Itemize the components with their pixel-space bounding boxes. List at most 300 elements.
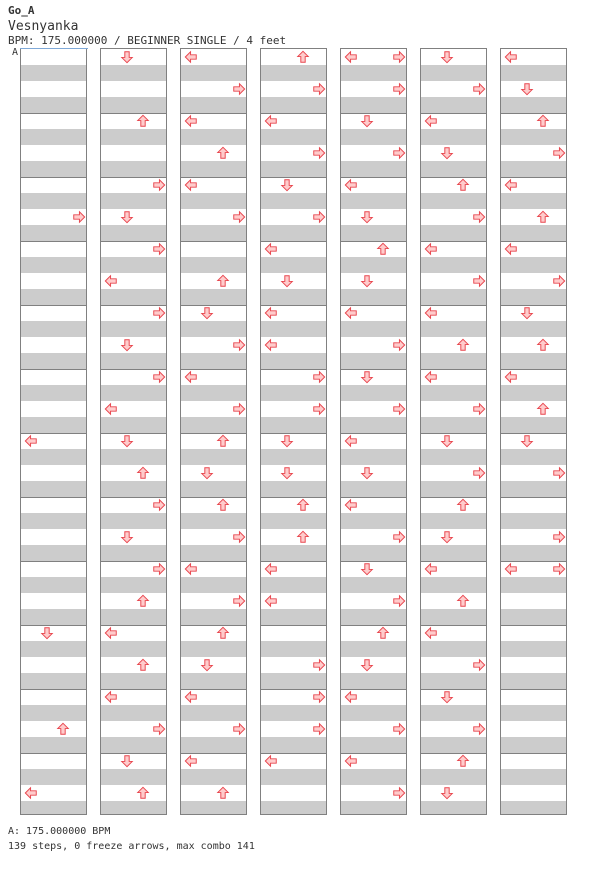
arrow-left-icon bbox=[344, 306, 358, 320]
beat-stripe bbox=[181, 97, 246, 113]
measure-line bbox=[101, 113, 166, 114]
footer-bpm: A: 175.000000 BPM bbox=[8, 826, 111, 837]
arrow-right-icon bbox=[152, 562, 166, 576]
beat-stripe bbox=[21, 225, 86, 241]
arrow-right-icon bbox=[312, 370, 326, 384]
measure-line bbox=[501, 625, 566, 626]
beat-stripe bbox=[101, 289, 166, 305]
arrow-right-icon bbox=[472, 274, 486, 288]
beat-stripe bbox=[181, 801, 246, 815]
arrow-down-icon bbox=[520, 82, 534, 96]
beat-stripe bbox=[501, 385, 566, 401]
arrow-up-icon bbox=[536, 338, 550, 352]
beat-stripe bbox=[261, 801, 326, 815]
beat-stripe bbox=[101, 481, 166, 497]
beat-stripe bbox=[421, 673, 486, 689]
beat-stripe bbox=[501, 737, 566, 753]
arrow-down-icon bbox=[360, 370, 374, 384]
arrow-down-icon bbox=[360, 210, 374, 224]
arrow-left-icon bbox=[344, 498, 358, 512]
beat-stripe bbox=[261, 257, 326, 273]
arrow-down-icon bbox=[360, 466, 374, 480]
beat-stripe bbox=[501, 545, 566, 561]
beat-stripe bbox=[421, 577, 486, 593]
beat-stripe bbox=[421, 65, 486, 81]
measure-line bbox=[421, 753, 486, 754]
beat-stripe bbox=[341, 193, 406, 209]
arrow-down-icon bbox=[440, 146, 454, 160]
beat-stripe bbox=[501, 801, 566, 815]
arrow-right-icon bbox=[392, 50, 406, 64]
arrow-left-icon bbox=[424, 306, 438, 320]
arrow-down-icon bbox=[120, 210, 134, 224]
beat-stripe bbox=[101, 673, 166, 689]
arrow-up-icon bbox=[136, 786, 150, 800]
beat-stripe bbox=[101, 161, 166, 177]
arrow-right-icon bbox=[312, 722, 326, 736]
beat-stripe bbox=[501, 481, 566, 497]
arrow-right-icon bbox=[392, 146, 406, 160]
beat-stripe bbox=[101, 225, 166, 241]
beat-stripe bbox=[341, 225, 406, 241]
measure-line bbox=[21, 561, 86, 562]
beat-stripe bbox=[421, 129, 486, 145]
arrow-right-icon bbox=[472, 658, 486, 672]
beat-stripe bbox=[421, 737, 486, 753]
arrow-left-icon bbox=[504, 178, 518, 192]
measure-line bbox=[181, 241, 246, 242]
arrow-up-icon bbox=[296, 50, 310, 64]
beat-stripe bbox=[21, 321, 86, 337]
arrow-down-icon bbox=[440, 786, 454, 800]
beat-stripe bbox=[341, 129, 406, 145]
arrow-left-icon bbox=[104, 690, 118, 704]
arrow-left-icon bbox=[424, 242, 438, 256]
beat-stripe bbox=[421, 545, 486, 561]
arrow-up-icon bbox=[376, 242, 390, 256]
arrow-down-icon bbox=[280, 466, 294, 480]
arrow-down-icon bbox=[440, 530, 454, 544]
arrow-right-icon bbox=[312, 82, 326, 96]
arrow-left-icon bbox=[104, 626, 118, 640]
arrow-right-icon bbox=[392, 402, 406, 416]
beat-stripe bbox=[181, 225, 246, 241]
beat-stripe bbox=[341, 545, 406, 561]
arrow-right-icon bbox=[552, 466, 566, 480]
arrow-right-icon bbox=[552, 274, 566, 288]
beat-stripe bbox=[501, 257, 566, 273]
song-artist: Go_A bbox=[8, 4, 35, 17]
beat-stripe bbox=[21, 513, 86, 529]
arrow-right-icon bbox=[312, 146, 326, 160]
beat-stripe bbox=[21, 353, 86, 369]
beat-stripe bbox=[341, 641, 406, 657]
beat-stripe bbox=[261, 481, 326, 497]
chart-column bbox=[20, 48, 87, 815]
beat-stripe bbox=[101, 353, 166, 369]
arrow-down-icon bbox=[280, 434, 294, 448]
arrow-left-icon bbox=[24, 434, 38, 448]
beat-stripe bbox=[261, 385, 326, 401]
arrow-left-icon bbox=[504, 242, 518, 256]
arrow-left-icon bbox=[344, 754, 358, 768]
beat-stripe bbox=[181, 417, 246, 433]
beat-stripe bbox=[501, 289, 566, 305]
beat-stripe bbox=[261, 577, 326, 593]
arrow-left-icon bbox=[424, 626, 438, 640]
measure-line bbox=[21, 177, 86, 178]
beat-stripe bbox=[181, 161, 246, 177]
chart-column bbox=[260, 48, 327, 815]
beat-stripe bbox=[101, 193, 166, 209]
beat-stripe bbox=[341, 161, 406, 177]
beat-stripe bbox=[261, 129, 326, 145]
beat-stripe bbox=[341, 577, 406, 593]
arrow-up-icon bbox=[456, 178, 470, 192]
bpm-marker: A bbox=[12, 47, 19, 58]
beat-stripe bbox=[101, 705, 166, 721]
arrow-left-icon bbox=[264, 754, 278, 768]
arrow-down-icon bbox=[200, 306, 214, 320]
beat-stripe bbox=[421, 193, 486, 209]
arrow-down-icon bbox=[440, 690, 454, 704]
beat-stripe bbox=[181, 577, 246, 593]
arrow-up-icon bbox=[136, 594, 150, 608]
arrow-down-icon bbox=[280, 274, 294, 288]
arrow-left-icon bbox=[264, 306, 278, 320]
beat-stripe bbox=[181, 321, 246, 337]
beat-stripe bbox=[341, 417, 406, 433]
arrow-right-icon bbox=[392, 338, 406, 352]
beat-stripe bbox=[261, 353, 326, 369]
beat-stripe bbox=[261, 65, 326, 81]
arrow-left-icon bbox=[264, 594, 278, 608]
measure-line bbox=[341, 241, 406, 242]
beat-stripe bbox=[501, 641, 566, 657]
beat-stripe bbox=[101, 801, 166, 815]
beat-stripe bbox=[261, 641, 326, 657]
beat-stripe bbox=[501, 417, 566, 433]
beat-stripe bbox=[421, 161, 486, 177]
beat-stripe bbox=[341, 705, 406, 721]
beat-stripe bbox=[501, 513, 566, 529]
beat-stripe bbox=[101, 449, 166, 465]
measure-line bbox=[181, 433, 246, 434]
arrow-down-icon bbox=[360, 274, 374, 288]
beat-stripe bbox=[21, 705, 86, 721]
beat-stripe bbox=[261, 193, 326, 209]
measure-line bbox=[501, 113, 566, 114]
arrow-right-icon bbox=[312, 402, 326, 416]
measure-line bbox=[341, 625, 406, 626]
arrow-right-icon bbox=[152, 370, 166, 384]
beat-stripe bbox=[181, 129, 246, 145]
beat-stripe bbox=[421, 321, 486, 337]
arrow-right-icon bbox=[312, 658, 326, 672]
arrow-down-icon bbox=[360, 114, 374, 128]
beat-stripe bbox=[101, 609, 166, 625]
footer-summary: 139 steps, 0 freeze arrows, max combo 141 bbox=[8, 841, 255, 852]
chart-column bbox=[420, 48, 487, 815]
arrow-up-icon bbox=[456, 338, 470, 352]
beat-stripe bbox=[21, 65, 86, 81]
arrow-up-icon bbox=[216, 146, 230, 160]
beat-stripe bbox=[21, 129, 86, 145]
arrow-left-icon bbox=[344, 178, 358, 192]
beat-stripe bbox=[341, 737, 406, 753]
beat-stripe bbox=[181, 737, 246, 753]
arrow-up-icon bbox=[136, 114, 150, 128]
arrow-down-icon bbox=[360, 562, 374, 576]
beat-stripe bbox=[101, 129, 166, 145]
beat-stripe bbox=[21, 193, 86, 209]
beat-stripe bbox=[421, 417, 486, 433]
beat-stripe bbox=[261, 737, 326, 753]
beat-stripe bbox=[101, 545, 166, 561]
arrow-left-icon bbox=[184, 370, 198, 384]
beat-stripe bbox=[181, 353, 246, 369]
beat-stripe bbox=[21, 673, 86, 689]
beat-stripe bbox=[101, 321, 166, 337]
chart-column bbox=[500, 48, 567, 815]
beat-stripe bbox=[181, 545, 246, 561]
measure-line bbox=[21, 753, 86, 754]
arrow-down-icon bbox=[120, 530, 134, 544]
arrow-down-icon bbox=[520, 306, 534, 320]
arrow-up-icon bbox=[536, 402, 550, 416]
beat-stripe bbox=[501, 65, 566, 81]
arrow-down-icon bbox=[120, 338, 134, 352]
arrow-right-icon bbox=[392, 530, 406, 544]
beat-stripe bbox=[341, 321, 406, 337]
beat-stripe bbox=[261, 673, 326, 689]
arrow-up-icon bbox=[456, 498, 470, 512]
beat-stripe bbox=[501, 577, 566, 593]
beat-stripe bbox=[341, 353, 406, 369]
beat-stripe bbox=[21, 641, 86, 657]
arrow-left-icon bbox=[344, 50, 358, 64]
arrow-down-icon bbox=[40, 626, 54, 640]
arrow-right-icon bbox=[152, 242, 166, 256]
beat-stripe bbox=[501, 129, 566, 145]
arrow-right-icon bbox=[392, 82, 406, 96]
arrow-right-icon bbox=[392, 722, 406, 736]
arrow-up-icon bbox=[216, 434, 230, 448]
arrow-up-icon bbox=[136, 658, 150, 672]
arrow-down-icon bbox=[440, 434, 454, 448]
chart-info: BPM: 175.000000 / BEGINNER SINGLE / 4 feet bbox=[8, 34, 287, 47]
beat-stripe bbox=[421, 289, 486, 305]
beat-stripe bbox=[21, 609, 86, 625]
arrow-left-icon bbox=[424, 562, 438, 576]
arrow-left-icon bbox=[24, 786, 38, 800]
measure-line bbox=[181, 497, 246, 498]
beat-stripe bbox=[181, 193, 246, 209]
chart-column bbox=[100, 48, 167, 815]
arrow-right-icon bbox=[232, 530, 246, 544]
beat-stripe bbox=[21, 289, 86, 305]
beat-stripe bbox=[341, 257, 406, 273]
arrow-right-icon bbox=[232, 210, 246, 224]
beat-stripe bbox=[261, 417, 326, 433]
arrow-left-icon bbox=[504, 562, 518, 576]
arrow-right-icon bbox=[472, 722, 486, 736]
beat-stripe bbox=[341, 769, 406, 785]
arrow-down-icon bbox=[200, 658, 214, 672]
beat-stripe bbox=[181, 673, 246, 689]
beat-stripe bbox=[101, 417, 166, 433]
arrow-down-icon bbox=[200, 466, 214, 480]
song-title: Vesnyanka bbox=[8, 19, 79, 34]
arrow-up-icon bbox=[56, 722, 70, 736]
arrow-right-icon bbox=[312, 210, 326, 224]
beat-stripe bbox=[341, 513, 406, 529]
arrow-left-icon bbox=[104, 274, 118, 288]
arrow-right-icon bbox=[232, 338, 246, 352]
arrow-up-icon bbox=[536, 114, 550, 128]
arrow-up-icon bbox=[376, 626, 390, 640]
chart-column bbox=[340, 48, 407, 815]
measure-line bbox=[421, 497, 486, 498]
beat-stripe bbox=[261, 225, 326, 241]
beat-stripe bbox=[501, 225, 566, 241]
arrow-left-icon bbox=[264, 114, 278, 128]
arrow-right-icon bbox=[472, 466, 486, 480]
beat-stripe bbox=[261, 289, 326, 305]
bpm-marker-line bbox=[20, 48, 88, 49]
arrow-up-icon bbox=[216, 786, 230, 800]
beat-stripe bbox=[101, 385, 166, 401]
arrow-right-icon bbox=[152, 178, 166, 192]
arrow-right-icon bbox=[232, 722, 246, 736]
arrow-left-icon bbox=[264, 338, 278, 352]
measure-line bbox=[501, 497, 566, 498]
beat-stripe bbox=[501, 449, 566, 465]
arrow-left-icon bbox=[104, 402, 118, 416]
beat-stripe bbox=[21, 801, 86, 815]
measure-line bbox=[21, 689, 86, 690]
beat-stripe bbox=[421, 769, 486, 785]
beat-stripe bbox=[21, 161, 86, 177]
arrow-left-icon bbox=[504, 370, 518, 384]
beat-stripe bbox=[181, 513, 246, 529]
beat-stripe bbox=[341, 289, 406, 305]
beat-stripe bbox=[21, 737, 86, 753]
beat-stripe bbox=[421, 801, 486, 815]
beat-stripe bbox=[101, 641, 166, 657]
beat-stripe bbox=[421, 609, 486, 625]
arrow-up-icon bbox=[456, 754, 470, 768]
arrow-right-icon bbox=[472, 402, 486, 416]
beat-stripe bbox=[21, 257, 86, 273]
beat-stripe bbox=[501, 97, 566, 113]
beat-stripe bbox=[501, 193, 566, 209]
beat-stripe bbox=[21, 97, 86, 113]
measure-line bbox=[21, 369, 86, 370]
beat-stripe bbox=[261, 769, 326, 785]
arrow-left-icon bbox=[184, 690, 198, 704]
measure-line bbox=[261, 497, 326, 498]
beat-stripe bbox=[181, 481, 246, 497]
beat-stripe bbox=[181, 769, 246, 785]
measure-line bbox=[21, 497, 86, 498]
arrow-right-icon bbox=[552, 146, 566, 160]
chart-column bbox=[180, 48, 247, 815]
beat-stripe bbox=[261, 545, 326, 561]
arrow-up-icon bbox=[216, 626, 230, 640]
beat-stripe bbox=[421, 641, 486, 657]
beat-stripe bbox=[21, 481, 86, 497]
arrow-left-icon bbox=[184, 754, 198, 768]
beat-stripe bbox=[501, 161, 566, 177]
beat-stripe bbox=[501, 609, 566, 625]
arrow-left-icon bbox=[264, 562, 278, 576]
beat-stripe bbox=[341, 385, 406, 401]
beat-stripe bbox=[101, 513, 166, 529]
beat-stripe bbox=[341, 65, 406, 81]
measure-line bbox=[501, 689, 566, 690]
arrow-down-icon bbox=[440, 50, 454, 64]
beat-stripe bbox=[21, 545, 86, 561]
measure-line bbox=[21, 113, 86, 114]
beat-stripe bbox=[101, 65, 166, 81]
beat-stripe bbox=[501, 673, 566, 689]
arrow-right-icon bbox=[152, 498, 166, 512]
measure-line bbox=[181, 625, 246, 626]
beat-stripe bbox=[181, 449, 246, 465]
beat-stripe bbox=[421, 385, 486, 401]
beat-stripe bbox=[421, 257, 486, 273]
arrow-up-icon bbox=[536, 210, 550, 224]
beat-stripe bbox=[341, 609, 406, 625]
arrow-right-icon bbox=[152, 722, 166, 736]
arrow-left-icon bbox=[344, 690, 358, 704]
measure-line bbox=[421, 177, 486, 178]
beat-stripe bbox=[341, 673, 406, 689]
beat-stripe bbox=[501, 705, 566, 721]
arrow-left-icon bbox=[184, 50, 198, 64]
arrow-right-icon bbox=[232, 594, 246, 608]
arrow-right-icon bbox=[72, 210, 86, 224]
beat-stripe bbox=[101, 257, 166, 273]
beat-stripe bbox=[21, 449, 86, 465]
beat-stripe bbox=[341, 481, 406, 497]
beat-stripe bbox=[501, 353, 566, 369]
arrow-left-icon bbox=[264, 242, 278, 256]
beat-stripe bbox=[341, 801, 406, 815]
beat-stripe bbox=[101, 577, 166, 593]
beat-stripe bbox=[261, 609, 326, 625]
arrow-down-icon bbox=[520, 434, 534, 448]
arrow-down-icon bbox=[120, 434, 134, 448]
arrow-up-icon bbox=[456, 594, 470, 608]
beat-stripe bbox=[421, 481, 486, 497]
beat-stripe bbox=[421, 705, 486, 721]
arrow-left-icon bbox=[344, 434, 358, 448]
arrow-left-icon bbox=[184, 562, 198, 576]
beat-stripe bbox=[421, 513, 486, 529]
arrow-right-icon bbox=[152, 306, 166, 320]
arrow-right-icon bbox=[232, 82, 246, 96]
beat-stripe bbox=[181, 705, 246, 721]
arrow-up-icon bbox=[136, 466, 150, 480]
beat-stripe bbox=[261, 161, 326, 177]
beat-stripe bbox=[261, 97, 326, 113]
arrow-up-icon bbox=[296, 530, 310, 544]
beat-stripe bbox=[21, 577, 86, 593]
arrow-down-icon bbox=[360, 658, 374, 672]
beat-stripe bbox=[261, 321, 326, 337]
